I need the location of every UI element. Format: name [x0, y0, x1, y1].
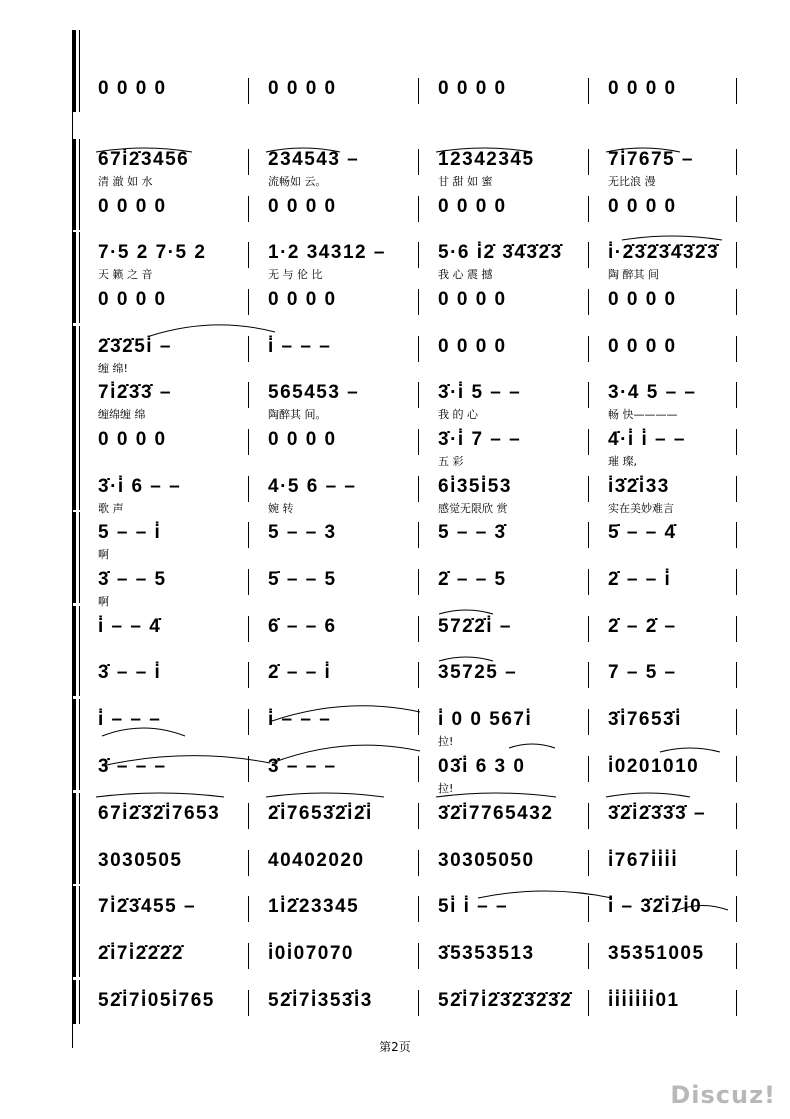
- measure-lyrics: 璀 璨,: [608, 455, 637, 468]
- measure-notes: 7i̇2̇3̇455 –: [98, 896, 197, 917]
- measure-notes: 3̇ – – –: [98, 756, 167, 777]
- slur: [102, 728, 185, 736]
- measure-lyrics: 清 澈 如 水: [98, 175, 153, 188]
- measure-notes: 0 0 0 0: [608, 289, 677, 310]
- measure-notes: 3̇·i̇ 5 – –: [438, 382, 522, 403]
- measure-lyrics: 啊: [98, 548, 109, 561]
- system-line: [79, 30, 80, 108]
- measure-notes: 2̇ – – 5: [438, 569, 507, 590]
- page-left-line: [72, 30, 73, 1048]
- measure-notes: 3̇2̇i̇2̇3̇3̇3̇ –: [608, 803, 707, 824]
- measure-notes: i̇ – – –: [98, 709, 162, 730]
- system-line: [79, 793, 80, 884]
- system-line: [79, 326, 80, 510]
- measure-notes: i̇0i̇07070: [268, 943, 354, 964]
- measure-lyrics: 畅 快————: [608, 408, 678, 421]
- slur: [96, 793, 224, 797]
- measure-notes: 1i̇2̇23345: [268, 896, 360, 917]
- slur: [439, 657, 493, 661]
- measure-notes: 3̇5353513: [438, 943, 535, 964]
- measure-notes: 4·5 6 – –: [268, 476, 357, 497]
- slur: [266, 148, 340, 152]
- system-line: [79, 139, 80, 230]
- measure-notes: i̇ 0 0 567i̇: [438, 709, 533, 730]
- measure-notes: 3̇ – – i̇: [98, 662, 162, 683]
- measure-notes: i̇ – 3̇2̇i̇7i̇0: [608, 896, 703, 917]
- measure-notes: 35351005: [608, 943, 705, 964]
- measure-notes: 3̇·i̇ 7 – –: [438, 429, 522, 450]
- measure-notes: 67i̇2̇3̇2̇i̇7653: [98, 803, 221, 824]
- measure-notes: i̇ – – 4̇: [98, 616, 162, 637]
- measure-notes: 0 0 0 0: [268, 78, 337, 99]
- measure-notes: 3·4 5 – –: [608, 382, 697, 403]
- measure-notes: 572̇2̇i̇ –: [438, 616, 512, 637]
- measure-notes: 35725 –: [438, 662, 518, 683]
- measure-notes: 67i̇2̇3456: [98, 149, 190, 170]
- measure-notes: 2̇ – – i̇: [608, 569, 672, 590]
- measure-notes: 3̇2̇i̇7765432: [438, 803, 554, 824]
- measure-notes: 5 – – 3: [268, 522, 337, 543]
- slur: [266, 793, 384, 797]
- measure-notes: 3̇ – – 5: [98, 569, 167, 590]
- measure-lyrics: 无比浪 漫: [608, 175, 656, 188]
- system-line: [79, 606, 80, 696]
- measure-notes: 0 0 0 0: [268, 429, 337, 450]
- measure-lyrics: 缠绵缠 绵: [98, 408, 146, 421]
- measure-notes: 0 0 0 0: [98, 78, 167, 99]
- measure-notes: 7·5 2 7·5 2: [98, 242, 207, 263]
- measure-lyrics: 啊: [98, 595, 109, 608]
- measure-notes: i̇3̇2̇i̇33: [608, 476, 670, 497]
- system-line: [79, 232, 80, 323]
- measure-lyrics: 天 籁 之 音: [98, 268, 153, 281]
- slur: [436, 793, 556, 797]
- measure-notes: 4̇·i̇ i̇ – –: [608, 429, 686, 450]
- system-line: [79, 699, 80, 790]
- measure-lyrics: 我 心 震 撼: [438, 268, 493, 281]
- measure-notes: 30305050: [438, 850, 535, 871]
- slur: [439, 610, 493, 614]
- slur: [272, 745, 420, 763]
- slur: [436, 148, 532, 152]
- slur: [478, 891, 612, 898]
- measure-notes: 3̇·i̇ 6 – –: [98, 476, 182, 497]
- measure-notes: 03̇i̇ 6 3 0: [438, 756, 526, 777]
- measure-notes: 565453 –: [268, 382, 360, 403]
- measure-lyrics: 流畅如 云。: [268, 175, 327, 188]
- measure-notes: 7i̇2̇3̇3̇ –: [98, 382, 172, 403]
- measure-lyrics: 拉!: [438, 735, 454, 748]
- measure-notes: 6̇ – – 6: [268, 616, 337, 637]
- measure-notes: 0 0 0 0: [98, 429, 167, 450]
- measure-notes: i̇i̇i̇i̇i̇i̇i̇01: [608, 990, 680, 1011]
- slur: [672, 905, 728, 912]
- system-line: [79, 980, 80, 1024]
- measure-notes: 40402020: [268, 850, 365, 871]
- measure-notes: 0 0 0 0: [98, 289, 167, 310]
- measure-notes: 0 0 0 0: [438, 336, 507, 357]
- measure-notes: i̇0201010: [608, 756, 700, 777]
- system-line: [79, 512, 80, 603]
- measure-notes: 2̇ – 2̇ –: [608, 616, 677, 637]
- measure-lyrics: 拉!: [438, 782, 454, 795]
- slur: [660, 748, 720, 752]
- page-number: 第2页: [379, 1040, 411, 1054]
- measure-lyrics: 我 的 心: [438, 408, 478, 421]
- measure-notes: 2̇ – – i̇: [268, 662, 332, 683]
- measure-notes: 5 – – 3̇: [438, 522, 507, 543]
- measure-lyrics: 歌 声: [98, 502, 124, 515]
- measure-notes: 0 0 0 0: [608, 78, 677, 99]
- measure-notes: 2̇3̇2̇5i̇ –: [98, 336, 172, 357]
- measure-lyrics: 陶醉其 间。: [268, 408, 327, 421]
- measure-notes: i̇ – – –: [268, 709, 332, 730]
- slur: [272, 706, 420, 721]
- measure-lyrics: 婉 转: [268, 502, 294, 515]
- measure-notes: 6i̇35i̇53: [438, 476, 512, 497]
- measure-notes: 5i̇ i̇ – –: [438, 896, 509, 917]
- system-line: [79, 886, 80, 977]
- measure-notes: 52̇i̇7i̇2̇3̇2̇3̇2̇3̇2̇: [438, 990, 573, 1011]
- slur: [606, 793, 690, 797]
- measure-notes: 7i̇7675 –: [608, 149, 694, 170]
- measure-notes: 0 0 0 0: [268, 196, 337, 217]
- measure-lyrics: 五 彩: [438, 455, 464, 468]
- measure-notes: 12342345: [438, 149, 535, 170]
- measure-lyrics: 感觉无限欣 赏: [438, 502, 508, 515]
- slur: [102, 756, 270, 766]
- measure-notes: 0 0 0 0: [608, 336, 677, 357]
- slur: [606, 148, 680, 152]
- measure-notes: 0 0 0 0: [608, 196, 677, 217]
- watermark: Discuz!: [670, 1081, 776, 1109]
- measure-notes: 3̇ – – –: [268, 756, 337, 777]
- measure-notes: 0 0 0 0: [438, 289, 507, 310]
- slur: [509, 744, 555, 748]
- measure-notes: 5̇ – – 5: [268, 569, 337, 590]
- measure-notes: 5·6 i̇2̇ 3̇4̇3̇2̇3̇: [438, 242, 563, 263]
- measure-notes: 234543 –: [268, 149, 360, 170]
- measure-notes: 3̇i̇7653̇i̇: [608, 709, 682, 730]
- slur: [96, 148, 192, 152]
- measure-lyrics: 缠 绵!: [98, 362, 128, 375]
- measure-notes: 0 0 0 0: [438, 196, 507, 217]
- measure-notes: 2̇i̇7i̇2̇2̇2̇2̇: [98, 943, 184, 964]
- measure-notes: i̇·2̇3̇2̇3̇4̇3̇2̇3̇: [608, 242, 720, 263]
- measure-notes: i̇ – – –: [268, 336, 332, 357]
- measure-lyrics: 陶 醉其 间: [608, 268, 659, 281]
- measure-notes: 2̇i̇7653̇2̇i̇2̇i̇: [268, 803, 373, 824]
- measure-notes: 52̇i̇7i̇05i̇765: [98, 990, 215, 1011]
- measure-notes: 52̇i̇7i̇353̇i̇3: [268, 990, 373, 1011]
- measure-notes: 0 0 0 0: [268, 289, 337, 310]
- measure-notes: 7 – 5 –: [608, 662, 677, 683]
- measure-notes: 5̇ – – 4̇: [608, 522, 677, 543]
- measure-lyrics: 无 与 伦 比: [268, 268, 323, 281]
- slur: [622, 236, 722, 240]
- measure-notes: 1·2 34312 –: [268, 242, 386, 263]
- measure-notes: 3030505: [98, 850, 183, 871]
- slur: [150, 325, 275, 336]
- measure-notes: 0 0 0 0: [438, 78, 507, 99]
- measure-notes: i̇767i̇i̇i̇i̇: [608, 850, 679, 871]
- measure-lyrics: 甘 甜 如 蜜: [438, 175, 493, 188]
- measure-notes: 5 – – i̇: [98, 522, 162, 543]
- measure-lyrics: 实在美妙难言: [608, 502, 674, 515]
- measure-notes: 0 0 0 0: [98, 196, 167, 217]
